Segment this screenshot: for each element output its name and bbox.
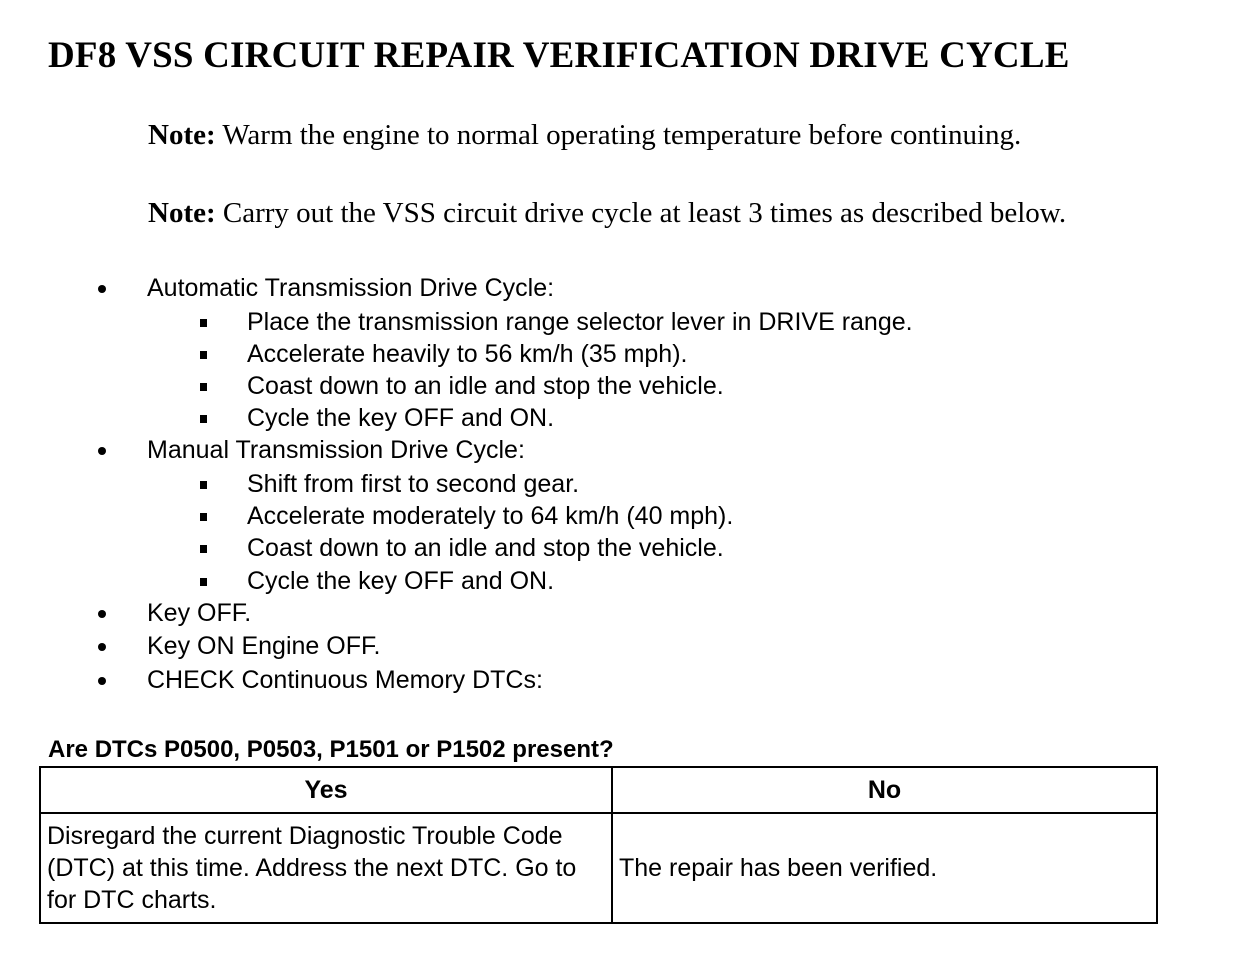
- header-no: No: [612, 767, 1157, 813]
- bullet-square-icon: [200, 513, 207, 521]
- step-check-dtcs: [0, 664, 1248, 698]
- sub-step: [0, 565, 1248, 597]
- bullet-dot-icon: [98, 285, 106, 293]
- sub-step: [0, 338, 1248, 370]
- bullet-square-icon: [200, 578, 207, 586]
- sub-step: [0, 468, 1248, 500]
- sub-step-text: Accelerate heavily to 56 km/h (35 mph).: [247, 339, 688, 368]
- header-yes: Yes: [40, 767, 612, 813]
- note-label: Note:: [148, 119, 216, 151]
- note-text: Warm the engine to normal operating temperature before continuing.: [215, 119, 1022, 151]
- sub-step-text: Coast down to an idle and stop the vehicle.: [247, 371, 724, 400]
- sub-step-text: Shift from first to second gear.: [247, 469, 580, 498]
- step-label: Key ON Engine OFF.: [147, 632, 381, 661]
- step-label: Automatic Transmission Drive Cycle:: [147, 274, 555, 302]
- step-automatic-transmission: [0, 272, 1248, 306]
- bullet-dot-icon: [98, 447, 106, 455]
- table-header-row: [40, 767, 1157, 813]
- bullet-square-icon: [200, 415, 207, 423]
- step-label: CHECK Continuous Memory DTCs:: [147, 665, 543, 694]
- sub-step-text: Coast down to an idle and stop the vehicle.: [247, 534, 724, 563]
- bullet-dot-icon: [98, 610, 106, 618]
- document-title: DF8 VSS CIRCUIT REPAIR VERIFICATION DRIVE CYCLE: [48, 35, 1070, 76]
- step-label: Key OFF.: [147, 598, 252, 627]
- step-key-off: [0, 597, 1248, 631]
- sub-step-text: Cycle the key OFF and ON.: [247, 566, 555, 595]
- sub-step-text: Place the transmission range selector lever in DRIVE range.: [247, 307, 913, 336]
- sub-step-text: Accelerate moderately to 64 km/h (40 mph).: [247, 502, 734, 531]
- bullet-square-icon: [200, 545, 207, 553]
- note-label: Note:: [148, 197, 216, 229]
- bullet-dot-icon: [98, 643, 106, 651]
- note-text: Carry out the VSS circuit drive cycle at least 3 times as described below.: [215, 197, 1067, 229]
- bullet-square-icon: [200, 319, 207, 327]
- step-label: Manual Transmission Drive Cycle:: [147, 436, 525, 465]
- procedure-steps: [0, 272, 1248, 697]
- sub-step: [0, 402, 1248, 434]
- sub-step-text: Cycle the key OFF and ON.: [247, 404, 555, 433]
- dtc-question: Are DTCs P0500, P0503, P1501 or P1502 present?: [48, 736, 614, 763]
- note-drive-cycle-count: [148, 195, 1066, 231]
- sub-step: [0, 306, 1248, 338]
- step-key-on-engine-off: [0, 630, 1248, 664]
- bullet-square-icon: [200, 383, 207, 391]
- bullet-dot-icon: [98, 677, 106, 685]
- cell-no-action: The repair has been verified.: [612, 813, 1157, 923]
- bullet-square-icon: [200, 351, 207, 359]
- bullet-square-icon: [200, 481, 207, 489]
- sub-step: [0, 500, 1248, 532]
- step-manual-transmission: [0, 434, 1248, 468]
- sub-step: [0, 532, 1248, 564]
- note-warm-engine: [148, 117, 1021, 153]
- sub-step: [0, 370, 1248, 402]
- result-table: [39, 766, 1158, 924]
- table-row: [40, 813, 1157, 923]
- cell-yes-action: Disregard the current Diagnostic Trouble Code (DTC) at this time. Address the next DTC. Go to for DTC charts.: [40, 813, 612, 923]
